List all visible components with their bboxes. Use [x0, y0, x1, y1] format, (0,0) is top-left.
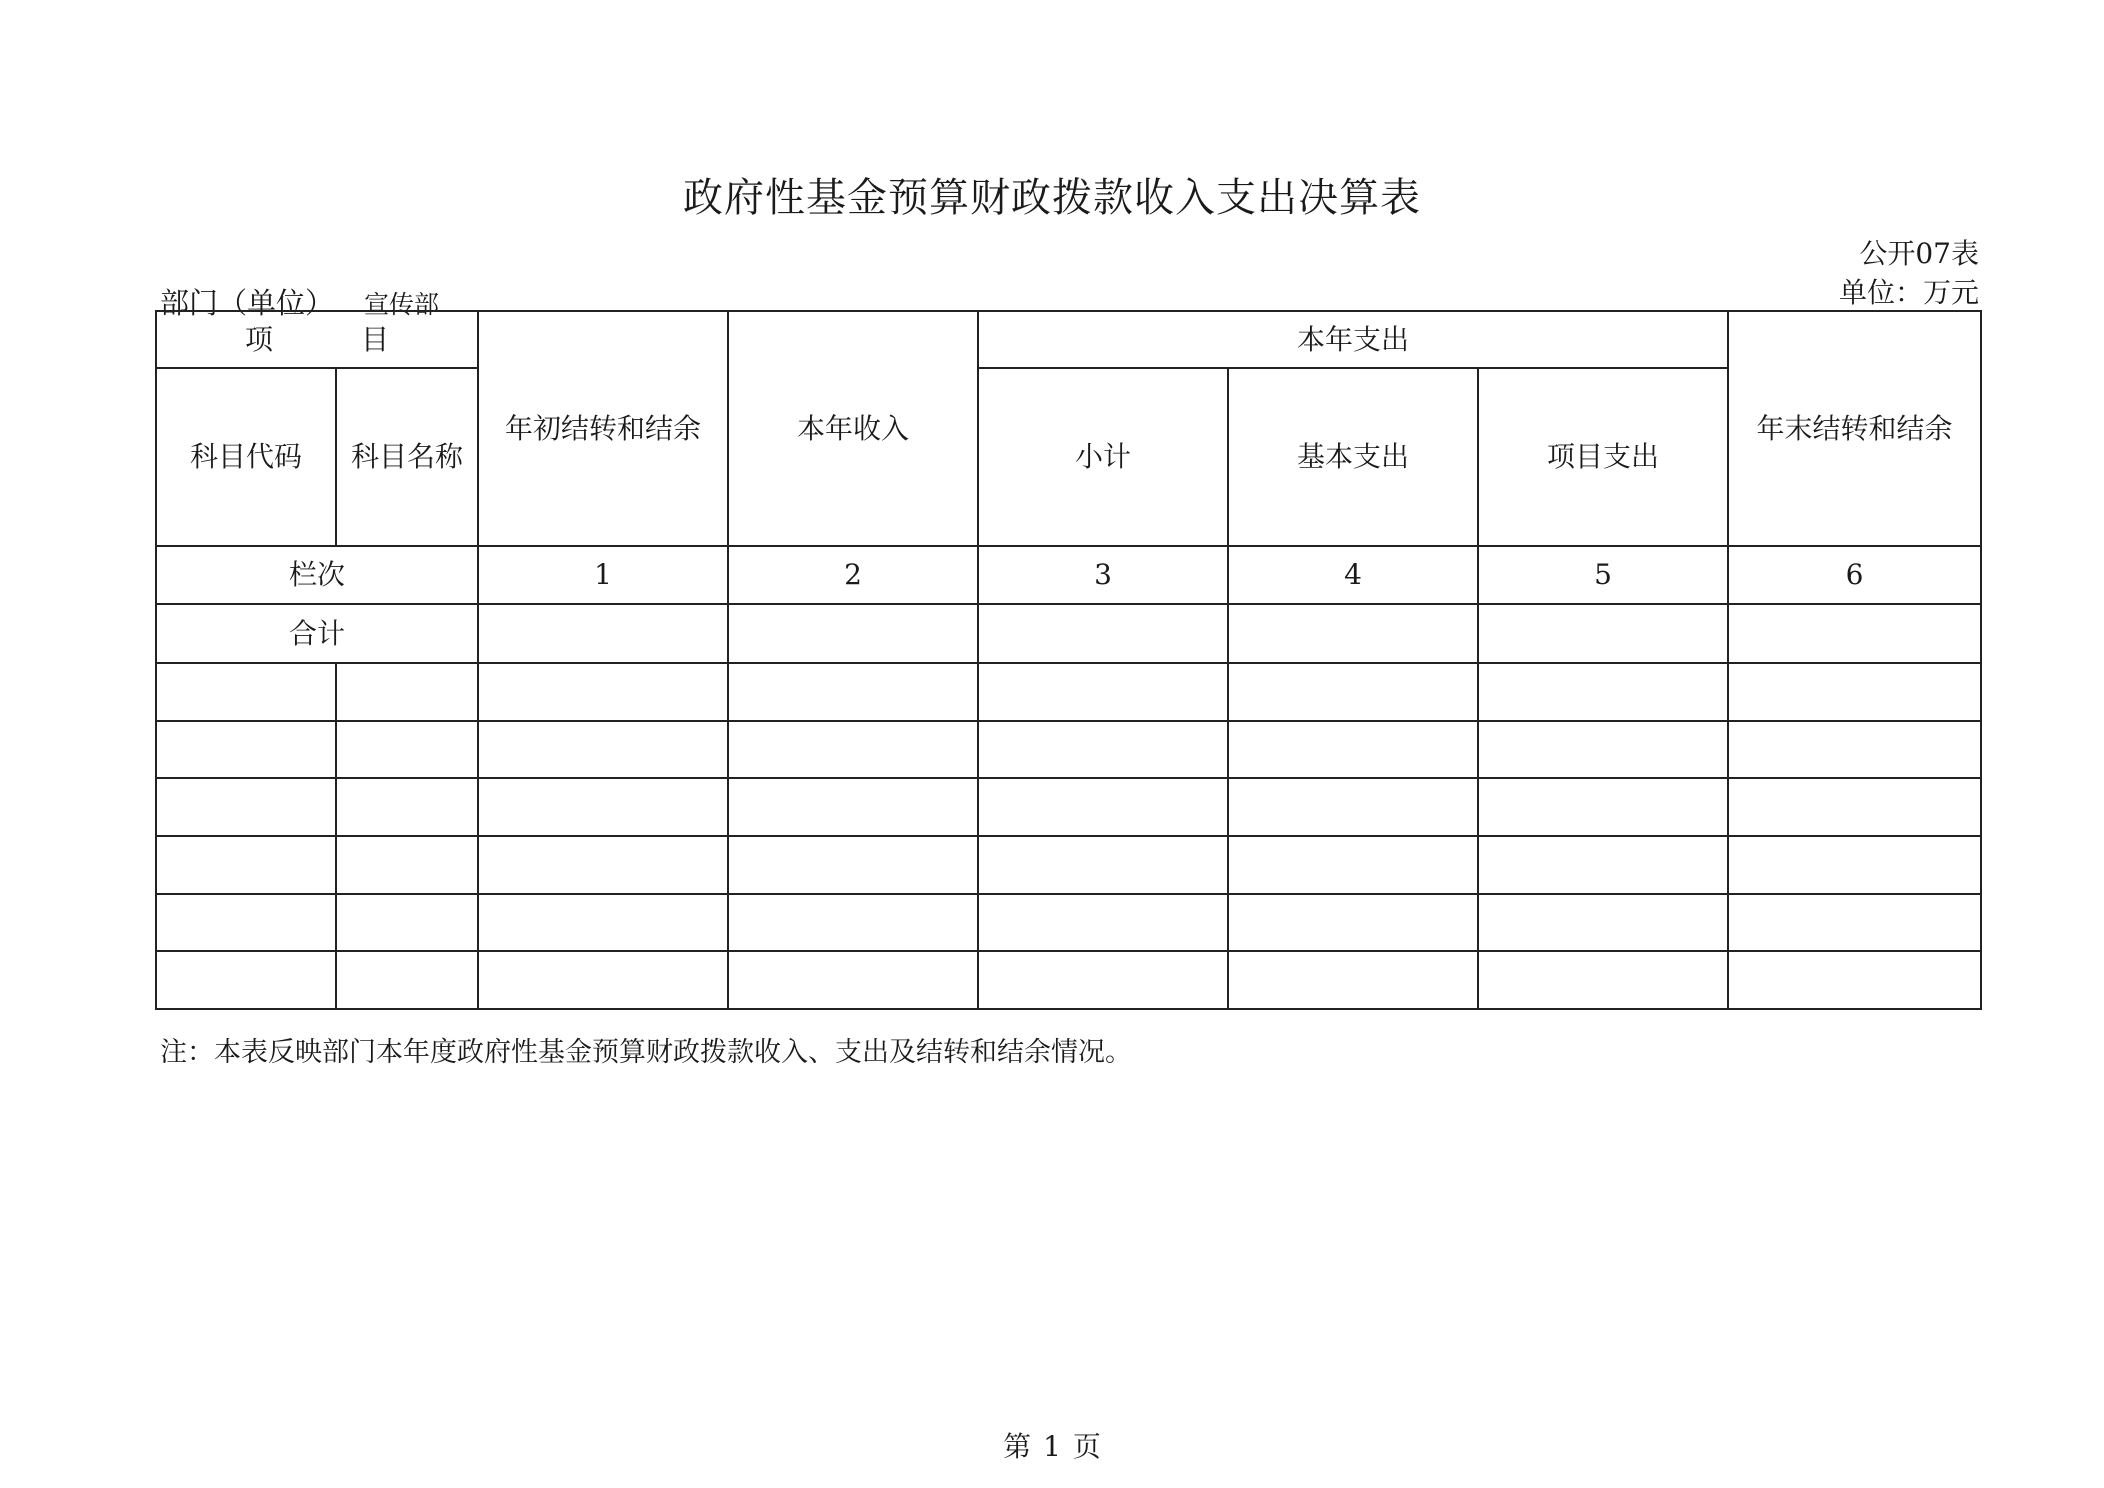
form-code: 公开07表	[1859, 237, 1979, 270]
header-current-expenditure: 本年支出	[978, 311, 1728, 368]
table-cell	[1228, 894, 1478, 952]
table-cell	[336, 894, 478, 952]
column-index-cell: 3	[978, 546, 1228, 605]
table-cell	[1728, 894, 1981, 952]
table-row	[156, 778, 1981, 836]
page-footer	[0, 1425, 2104, 1465]
table-cell	[978, 951, 1228, 1009]
page-number: 1	[1043, 1430, 1061, 1463]
table-cell	[478, 604, 728, 663]
table-cell	[478, 836, 728, 894]
table-cell	[978, 836, 1228, 894]
table-cell	[156, 894, 336, 952]
header-subject-code: 科目代码	[156, 368, 336, 546]
table-cell	[1728, 778, 1981, 836]
total-label: 合计	[156, 604, 478, 663]
table-row	[156, 894, 1981, 952]
footnote: 注：本表反映部门本年度政府性基金预算财政拨款收入、支出及结转和结余情况。	[160, 1037, 1132, 1068]
table-cell	[978, 721, 1228, 779]
table-cell	[478, 951, 728, 1009]
table-cell	[728, 778, 978, 836]
table-cell	[1478, 836, 1728, 894]
unit-label: 单位：万元	[1838, 276, 1979, 309]
table-cell	[336, 721, 478, 779]
table-cell	[1478, 604, 1728, 663]
table-row	[156, 951, 1981, 1009]
column-index-cell: 2	[728, 546, 978, 605]
expenditure-table	[155, 310, 1982, 1010]
table-cell	[728, 721, 978, 779]
header-subject-name: 科目名称	[336, 368, 478, 546]
table-cell	[478, 778, 728, 836]
table-cell	[478, 663, 728, 721]
column-index-row	[156, 546, 1981, 605]
department-label: 部门（单位）	[160, 286, 335, 320]
table-cell	[156, 951, 336, 1009]
table-cell	[728, 951, 978, 1009]
table-cell	[1228, 721, 1478, 779]
table-cell	[728, 836, 978, 894]
header-project-expenditure: 项目支出	[1478, 368, 1728, 546]
table-cell	[1478, 778, 1728, 836]
table-row	[156, 836, 1981, 894]
table-cell	[1478, 663, 1728, 721]
table-cell	[156, 663, 336, 721]
total-row	[156, 604, 1981, 663]
department-value: 宣传部	[364, 290, 440, 319]
header-row-1	[156, 311, 1981, 368]
table-cell	[978, 604, 1228, 663]
header-subtotal: 小计	[978, 368, 1228, 546]
header-opening-balance: 年初结转和结余	[478, 311, 728, 546]
table-cell	[728, 894, 978, 952]
table-cell	[1728, 836, 1981, 894]
table-row	[156, 663, 1981, 721]
table-cell	[1228, 836, 1478, 894]
page-footer-suffix: 页	[1072, 1430, 1101, 1463]
column-index-cell: 4	[1228, 546, 1478, 605]
table-cell	[156, 836, 336, 894]
table-cell	[728, 604, 978, 663]
column-index-cell: 6	[1728, 546, 1981, 605]
page-footer-prefix: 第	[1003, 1430, 1032, 1463]
table-cell	[336, 951, 478, 1009]
table-row	[156, 721, 1981, 779]
table-cell	[1228, 604, 1478, 663]
table-cell	[1478, 721, 1728, 779]
table-cell	[728, 663, 978, 721]
table-cell	[978, 778, 1228, 836]
page-title: 政府性基金预算财政拨款收入支出决算表	[683, 175, 1421, 221]
table-cell	[978, 894, 1228, 952]
table-cell	[1728, 604, 1981, 663]
header-current-income: 本年收入	[728, 311, 978, 546]
column-index-cell: 1	[478, 546, 728, 605]
table-cell	[156, 721, 336, 779]
table-cell	[336, 778, 478, 836]
table-cell	[1728, 951, 1981, 1009]
table-cell	[1728, 721, 1981, 779]
column-index-label: 栏次	[156, 546, 478, 605]
table-cell	[478, 721, 728, 779]
table-cell	[1228, 951, 1478, 1009]
table-cell	[336, 663, 478, 721]
table-cell	[1228, 778, 1478, 836]
table-cell	[336, 836, 478, 894]
table-cell	[1478, 951, 1728, 1009]
header-item: 项 目	[156, 311, 478, 368]
table-cell	[478, 894, 728, 952]
header-basic-expenditure: 基本支出	[1228, 368, 1478, 546]
table-cell	[1728, 663, 1981, 721]
header-closing-balance: 年末结转和结余	[1728, 311, 1981, 546]
header-row-2	[156, 368, 1981, 546]
table-cell	[1478, 894, 1728, 952]
table-cell	[1228, 663, 1478, 721]
column-index-cell: 5	[1478, 546, 1728, 605]
table-cell	[156, 778, 336, 836]
table-cell	[978, 663, 1228, 721]
